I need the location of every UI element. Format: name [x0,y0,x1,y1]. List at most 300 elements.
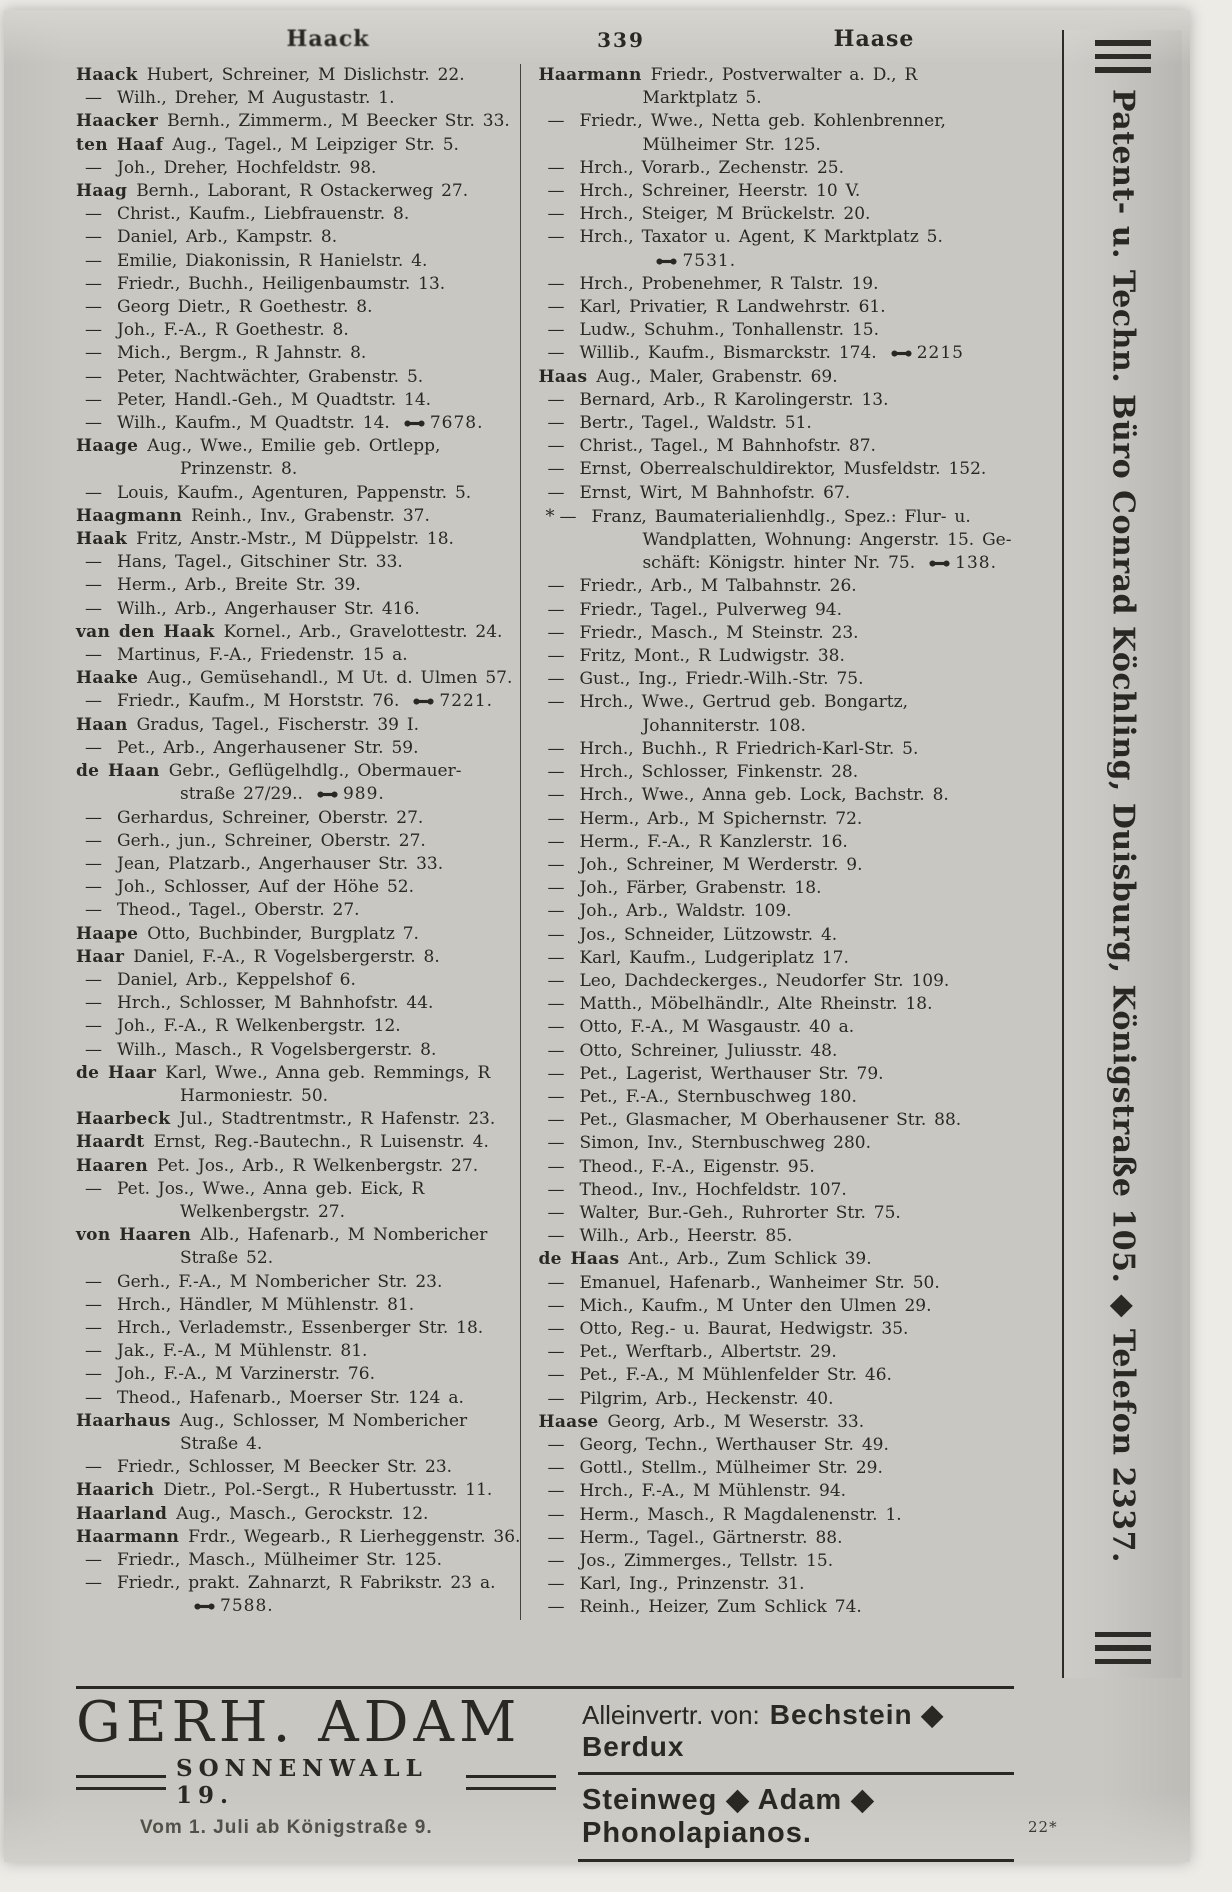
ditto-dash: — [85,1341,102,1362]
directory-entry [538,435,1011,458]
entry-text: Straße 4. [180,1433,263,1454]
directory-entry [76,1155,520,1178]
ditto-dash: — [547,1226,565,1247]
directory-entry [76,1340,520,1363]
ditto-dash: — [85,807,102,828]
entry-text: Bertr., Tagel., Waldstr. 51. [579,413,812,434]
right-column [520,64,1011,1620]
ditto-dash: — [85,900,102,921]
entry-text: Otto, Buchbinder, Burgplatz 7. [147,923,419,944]
entry-text: Joh., Dreher, Hochfeldstr. 98. [117,157,377,178]
directory-entry [538,622,1011,645]
representation-advert-line1 [578,1691,1014,1775]
ditto-dash: — [547,297,565,318]
ditto-dash: — [547,1481,565,1502]
entry-text: Wilh., Kaufm., M Quadtstr. 14. [117,413,390,434]
phone-number: 7678. [429,413,484,434]
entry-text: Pet. Jos., Wwe., Anna geb. Eick, R [117,1178,425,1199]
directory-entry [538,412,1011,435]
directory-entry [538,831,1011,854]
entry-surname: Haaren [76,1155,149,1176]
ditto-dash: — [547,459,565,480]
entry-continuation-line [76,783,520,806]
ditto-dash: — [547,785,565,806]
entry-text: Pet., Glasmacher, M Oberhausener Str. 88. [579,1110,962,1131]
entry-text: Joh., F.-A., R Welkenbergstr. 12. [117,1016,401,1037]
ditto-dash: — [85,343,102,364]
entry-text: Fritz, Mont., R Ludwigstr. 38. [579,646,845,667]
printer-signature: 22* [1028,1818,1058,1836]
entry-text: Alb., Hafenarb., M Nombericher [200,1225,488,1246]
entry-text: Jean, Platzarb., Angerhauser Str. 33. [117,853,444,874]
ditto-dash: — [547,599,565,620]
directory-entry [538,924,1011,947]
entry-text: Aug., Tagel., M Leipziger Str. 5. [172,134,459,155]
entry-text: Pet. Jos., Arb., R Welkenbergstr. 27. [157,1155,479,1176]
directory-entry [538,877,1011,900]
directory-entry [538,1295,1011,1318]
directory-entry [538,64,1011,87]
ditto-dash: — [547,273,565,294]
ditto-dash: — [547,389,565,410]
directory-entry [76,180,520,203]
ditto-dash: — [85,1178,102,1199]
directory-entry [76,1224,520,1247]
entry-text: Pet., Arb., Angerhausener Str. 59. [117,737,419,758]
directory-entry [538,296,1011,319]
entry-text: Hrch., Schreiner, Heerstr. 10 V. [579,181,861,202]
entry-text: Otto, Schreiner, Juliusstr. 48. [579,1040,838,1061]
phone-icon [194,1596,215,1616]
ditto-dash: — [547,622,565,643]
entry-text: Karl, Privatier, R Landwehrstr. 61. [579,297,886,318]
entry-text: Gerh., F.-A., M Nombericher Str. 23. [117,1271,443,1292]
representation-prefix: Alleinvertr. von: [582,1700,760,1730]
entry-text: Christ., Kaufm., Liebfrauenstr. 8. [117,204,410,225]
ditto-dash: — [85,1457,102,1478]
entry-text: Aug., Gemüsehandl., M Ut. d. Ulmen 57. [147,668,513,689]
page-number: 339 [597,28,645,52]
entry-text: Herm., Arb., Breite Str. 39. [117,575,361,596]
ditto-dash: — [547,738,565,759]
entry-text: Georg, Techn., Werthauser Str. 49. [579,1434,889,1455]
entry-text: Fritz, Anstr.-Mstr., M Düppelstr. 18. [136,529,454,550]
directory-entry [76,899,520,922]
entry-text: Hrch., Händler, M Mühlenstr. 81. [117,1294,415,1315]
phone-icon [929,553,950,573]
entry-text: Hrch., Schlosser, M Bahnhofstr. 44. [117,993,434,1014]
entry-text: Hrch., Taxator u. Agent, K Marktplatz 5. [579,227,943,248]
directory-entry [76,1178,520,1201]
ditto-dash: — [85,413,102,434]
entry-text: Aug., Wwe., Emilie geb. Ortlepp, [147,436,441,457]
entry-text: Bernh., Zimmerm., M Beecker Str. 33. [167,111,510,132]
entry-text: Straße 52. [180,1248,274,1269]
directory-entry [538,1040,1011,1063]
ditto-dash: — [85,645,102,666]
ditto-dash: — [85,969,102,990]
directory-entry [538,319,1011,342]
ditto-dash: — [547,1179,565,1200]
entry-text: Friedr., Buchh., Heiligenbaumstr. 13. [117,273,446,294]
ditto-dash: — [547,1110,565,1131]
entry-text: Prinzenstr. 8. [180,459,298,480]
ditto-dash: — [547,692,565,713]
header-guide-word-right: Haase [833,26,915,52]
entry-text: Aug., Maler, Grabenstr. 69. [596,366,838,387]
entry-text: Mich., Kaufm., M Unter den Ulmen 29. [579,1295,932,1316]
ditto-dash: — [85,482,102,503]
directory-entry [538,482,1011,505]
ditto-dash: — [85,691,102,712]
directory-entry [76,853,520,876]
ditto-dash: — [547,1086,565,1107]
representation-brands: Bechstein ◆ Berdux [582,1699,944,1762]
ditto-dash: — [547,854,565,875]
ditto-dash: — [547,878,565,899]
directory-entry [538,203,1011,226]
entry-text: Kornel., Arb., Gravelottestr. 24. [223,621,503,642]
directory-entry [76,134,520,157]
directory-entry [538,273,1011,296]
ditto-dash: — [547,343,565,364]
entry-text: Herm., Tagel., Gärtnerstr. 88. [579,1527,843,1548]
directory-entry [538,668,1011,691]
directory-entry [76,644,520,667]
ditto-dash: — [547,831,565,852]
adam-advert-note: Vom 1. Juli ab Königstraße 9. [140,1817,433,1838]
header-guide-word-left: Haack [286,26,370,52]
directory-entry [538,1550,1011,1573]
directory-entry [76,1526,520,1549]
ditto-dash: — [85,1294,102,1315]
entry-continuation-line [538,87,1011,110]
directory-entry [76,574,520,597]
ditto-dash: — [547,436,565,457]
ditto-dash: — [547,808,565,829]
entry-text: Otto, Reg.- u. Baurat, Hedwigstr. 35. [579,1318,909,1339]
entry-text: Jos., Schneider, Lützowstr. 4. [579,924,838,945]
entry-text: Theod., Hafenarb., Moerser Str. 124 a. [117,1387,464,1408]
entry-text: Matth., Möbelhändlr., Alte Rheinstr. 18. [579,994,933,1015]
directory-entry [538,970,1011,993]
ditto-dash: — [547,576,565,597]
entry-continuation-line [76,458,520,481]
entry-text: Simon, Inv., Sternbuschweg 280. [579,1133,871,1154]
entry-surname: de Haan [76,761,160,782]
directory-entry [538,342,1011,365]
entry-surname: Haak [76,529,128,550]
ditto-dash: — [547,762,565,783]
entry-surname: Haarmann [538,65,642,85]
ditto-dash: — [547,1365,565,1386]
entry-text: Karl, Wwe., Anna geb. Remmings, R [165,1062,491,1083]
directory-page [4,10,1190,1862]
entry-surname: de Haas [538,1249,620,1270]
entry-text: schäft: Königstr. hinter Nr. 75. [642,553,916,574]
phone-icon [656,251,677,271]
entry-text: Daniel, F.-A., R Vogelsbergerstr. 8. [133,946,440,967]
entry-surname: Haag [76,181,128,202]
ditto-dash: — [85,366,102,387]
ditto-dash: — [547,111,565,132]
ditto-dash: — [547,181,565,202]
directory-entry [76,1108,520,1131]
triple-rule-bottom-icon [1095,1632,1151,1665]
entry-surname: Haase [538,1411,599,1432]
ditto-dash: — [547,1202,565,1223]
directory-entry [76,807,520,830]
entry-text: Ludw., Schuhm., Tonhallenstr. 15. [579,320,879,341]
entry-text: Wilh., Dreher, M Augustastr. 1. [117,88,395,109]
entry-text: Gerhardus, Schreiner, Oberstr. 27. [117,807,424,828]
representation-brands-2: Steinweg ◆ Adam ◆ Phonolapianos. [582,1784,875,1849]
directory-entry [538,1248,1011,1271]
entry-text: Hrch., Verlademstr., Essenberger Str. 18. [117,1317,484,1338]
ditto-dash: — [85,1550,102,1570]
ditto-dash: — [547,320,565,341]
ditto-dash: — [85,993,102,1014]
directory-entry [76,87,520,110]
directory-entry [76,946,520,969]
directory-entry [538,1179,1011,1202]
ditto-dash: — [85,297,102,318]
ditto-dash: — [85,1271,102,1292]
entry-text: Reinh., Inv., Grabenstr. 37. [191,505,430,526]
entry-text: Peter, Nachtwächter, Grabenstr. 5. [117,366,424,387]
entry-text: Hrch., Wwe., Anna geb. Lock, Bachstr. 8. [579,785,949,806]
entry-text: Ernst, Reg.-Bautechn., R Luisenstr. 4. [153,1132,489,1153]
directory-entry [76,876,520,899]
entry-text: Joh., F.-A., M Varzinerstr. 76. [117,1364,375,1385]
sidebar-advert-text: Patent- u. Techn. Büro Conrad Köchling, Duisburg, Königstraße 105. ◆ Telefon 2337. [1105,88,1141,1563]
directory-entry [76,714,520,737]
directory-entry [76,969,520,992]
entry-text: Louis, Kaufm., Agenturen, Pappenstr. 5. [117,482,472,503]
entry-text: Friedr., Arb., M Talbahnstr. 26. [579,576,857,597]
directory-entry [76,157,520,180]
ditto-dash: — [547,1318,565,1339]
ditto-dash: — [547,1156,565,1177]
directory-entry [76,1410,520,1433]
directory-entry [538,1364,1011,1387]
left-column [76,64,520,1620]
phone-icon [891,343,912,363]
entry-text: Joh., Arb., Waldstr. 109. [579,901,792,922]
ditto-dash: — [85,273,102,294]
entry-text: Gebr., Geflügelhdlg., Obermauer- [168,761,462,782]
sidebar-advert [1062,30,1182,1678]
ditto-dash: — [547,1574,565,1595]
entry-surname: Haarland [76,1503,168,1524]
representation-advert-line2 [578,1775,1014,1862]
entry-text: Marktplatz 5. [642,88,762,109]
directory-entry [76,621,520,644]
directory-entry [76,250,520,273]
ditto-dash: — [547,1527,565,1548]
directory-entry [538,1063,1011,1086]
bottom-advertisement [76,1686,1014,1862]
entry-text: Johanniterstr. 108. [642,715,806,736]
entry-text: Ant., Arb., Zum Schlick 39. [628,1249,872,1270]
directory-entry [76,1039,520,1062]
entry-text: Walter, Bur.-Geh., Ruhrorter Str. 75. [579,1202,901,1223]
directory-entry [538,1527,1011,1550]
adam-advert [76,1689,556,1862]
entry-surname: Haack [76,65,138,85]
entry-continuation-line [538,134,1011,157]
entry-text: Friedr., Tagel., Pulverweg 94. [579,599,843,620]
entry-text: Christ., Tagel., M Bahnhofstr. 87. [579,436,876,457]
ditto-dash: — [547,413,565,434]
directory-entry [76,64,520,87]
ditto-dash: — [547,1272,565,1293]
ditto-dash: — [85,1039,102,1060]
entry-text: Gottl., Stellm., Mülheimer Str. 29. [579,1458,883,1479]
directory-entry [538,761,1011,784]
directory-entry [538,691,1011,714]
directory-entry [538,947,1011,970]
entry-text: Georg, Arb., M Weserstr. 33. [607,1411,865,1432]
entry-continuation-line [76,1595,520,1618]
directory-entry [76,760,520,783]
entry-text: Aug., Masch., Gerockstr. 12. [176,1503,429,1524]
directory-entry [76,1131,520,1154]
directory-entry [76,598,520,621]
directory-entry [76,1456,520,1479]
entry-text: Willib., Kaufm., Bismarckstr. 174. [579,343,877,364]
ditto-dash: — [547,227,565,248]
entry-surname: von Haaren [76,1225,192,1246]
entry-text: Wilh., Arb., Angerhauser Str. 416. [117,598,420,619]
entry-text: Theod., Tagel., Oberstr. 27. [117,900,360,921]
entry-text: Karl, Kaufm., Ludgeriplatz 17. [579,947,849,968]
ditto-dash: — [547,994,565,1015]
entry-text: Friedr., Kaufm., M Horststr. 76. [117,691,400,712]
directory-entry [538,1434,1011,1457]
entry-text: Karl, Ing., Prinzenstr. 31. [579,1574,805,1595]
ditto-dash: — [85,853,102,874]
entry-surname: Haardt [76,1132,145,1153]
ditto-dash: — [85,88,102,109]
directory-entry [538,599,1011,622]
ditto-dash: — [547,1295,565,1316]
ditto-dash: — [85,1016,102,1037]
directory-entry [76,528,520,551]
entry-text: Gust., Ing., Friedr.-Wilh.-Str. 75. [579,669,864,690]
directory-entry [538,180,1011,203]
entry-text: Emilie, Diakonissin, R Hanielstr. 4. [117,250,428,271]
entry-text: Leo, Dachdeckerges., Neudorfer Str. 109. [579,970,950,991]
phone-number: 7221. [439,691,494,712]
directory-entry [538,645,1011,668]
entry-text: Mich., Bergm., R Jahnstr. 8. [117,343,367,364]
directory-entry [76,435,520,458]
directory-entry [76,412,520,435]
double-rule-left-icon [76,1775,166,1790]
entry-text: Franz, Baumaterialienhdlg., Spez.: Flur- u. [591,506,971,527]
entry-text: Hrch., Wwe., Gertrud geb. Bongartz, [579,692,908,713]
directory-entry [538,1086,1011,1109]
entry-text: Friedr., Postverwalter a. D., R [650,65,918,85]
entry-continuation-line [76,1085,520,1108]
directory-entry [538,1411,1011,1434]
entry-text: Martinus, F.-A., Friedenstr. 15 a. [117,645,408,666]
ditto-dash: — [547,482,565,503]
entry-text: Theod., Inv., Hochfeldstr. 107. [579,1179,847,1200]
directory-entry [76,737,520,760]
entry-text: Friedr., Schlosser, M Beecker Str. 23. [117,1457,453,1478]
directory-entry [76,273,520,296]
entry-text: Bernh., Laborant, R Ostackerweg 27. [136,181,469,202]
entry-surname: van den Haak [76,621,215,642]
entry-text: Welkenbergstr. 27. [180,1201,346,1222]
directory-entry [538,110,1011,133]
ditto-dash: — [559,506,577,527]
entry-text: Hrch., F.-A., M Mühlenstr. 94. [579,1481,847,1502]
entry-text: Herm., Arb., M Spichernstr. 72. [579,808,863,829]
entry-text: Herm., F.-A., R Kanzlerstr. 16. [579,831,848,852]
directory-entry [538,505,1011,529]
directory-entry [76,482,520,505]
directory-entry [538,1504,1011,1527]
ditto-dash: — [547,646,565,667]
directory-entry [76,1062,520,1085]
entry-surname: ten Haaf [76,134,164,155]
ditto-dash: — [85,157,102,178]
ditto-dash: — [547,1458,565,1479]
ditto-dash: — [85,1364,102,1385]
directory-entry [538,900,1011,923]
directory-entry [538,226,1011,249]
directory-entry [76,1572,520,1595]
directory-entry [76,1549,520,1572]
ditto-dash: — [85,575,102,596]
entry-continuation-line [538,529,1011,552]
entry-text: Ernst, Oberrealschuldirektor, Musfeldstr. 152. [579,459,987,480]
entry-surname: Haarich [76,1480,155,1501]
ditto-dash: — [85,204,102,225]
directory-entry [538,389,1011,412]
directory-entry [76,1363,520,1386]
entry-text: Theod., F.-A., Eigenstr. 95. [579,1156,815,1177]
directory-entry [76,203,520,226]
entry-continuation-line [538,715,1011,738]
ditto-dash: — [547,970,565,991]
ditto-dash: — [85,1573,102,1594]
directory-entry [538,1225,1011,1248]
ditto-dash: — [547,204,565,225]
triple-rule-top-icon [1095,40,1151,73]
entry-text: Jak., F.-A., M Mühlenstr. 81. [117,1341,368,1362]
entry-text: Joh., Färber, Grabenstr. 18. [579,878,822,899]
entry-surname: Haage [76,436,139,457]
ditto-dash: — [85,227,102,248]
directory-entry [538,993,1011,1016]
directory-entry [538,458,1011,481]
directory-entry [76,992,520,1015]
entry-text: Friedr., Masch., M Steinstr. 23. [579,622,859,643]
directory-entry [76,296,520,319]
phone-number: 138. [955,553,997,574]
directory-entry [76,1015,520,1038]
directory-entry [76,1271,520,1294]
entry-text: Pet., Lagerist, Werthauser Str. 79. [579,1063,884,1084]
entry-continuation-line [76,1201,520,1224]
ditto-dash: — [85,320,102,341]
entry-surname: Haake [76,668,139,689]
entry-surname: de Haar [76,1062,157,1083]
